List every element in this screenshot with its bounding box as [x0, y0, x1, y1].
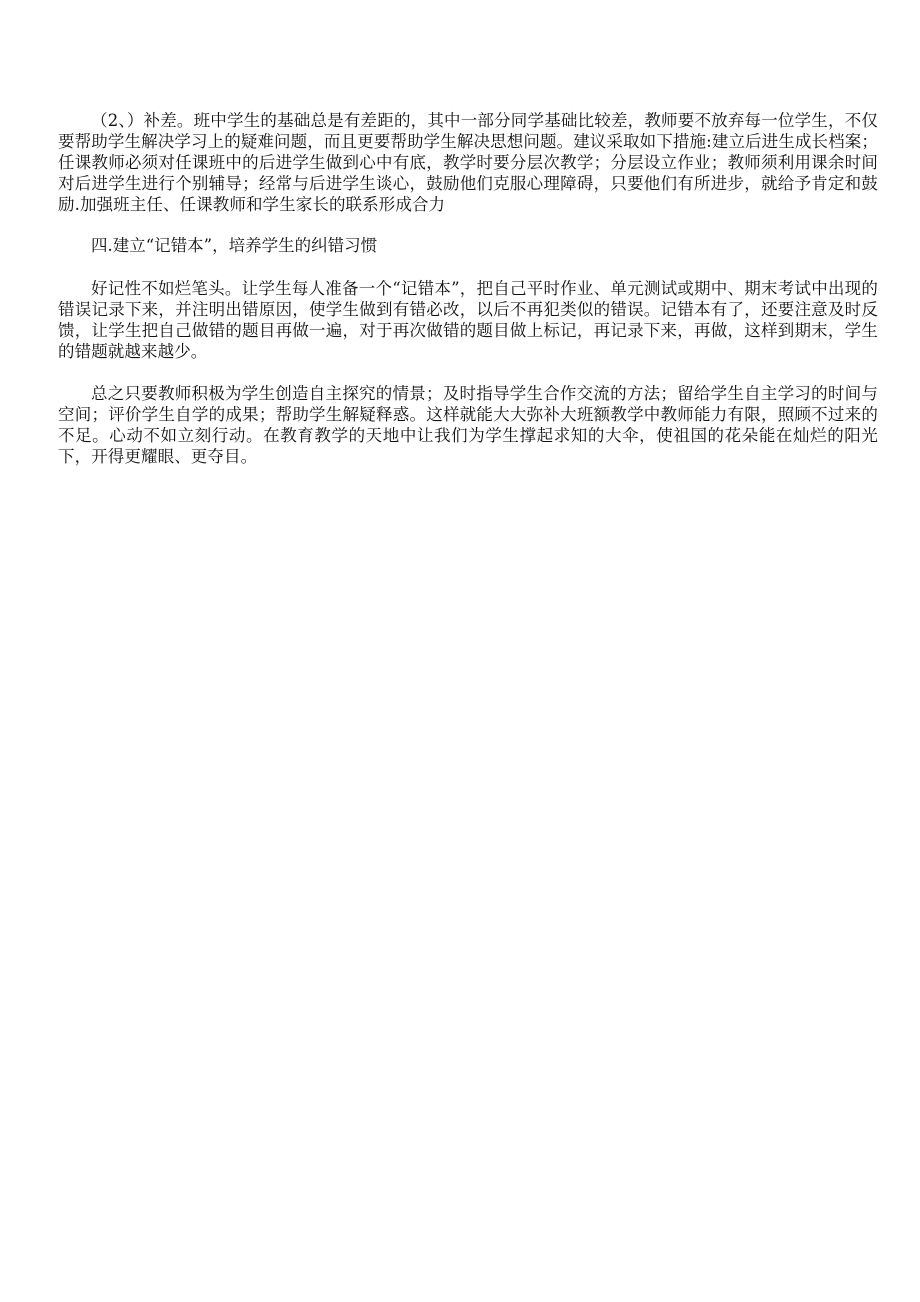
paragraph-remedial: （2、）补差。班中学生的基础总是有差距的，其中一部分同学基础比较差，教师要不放弃每一位学生，不仅要帮助学生解决学习上的疑难问题，而且更要帮助学生解决思想问题。建议采取如下措施:建立后进生成长档案；任课教师必须对任课班中的后进学生做到心中有底，教学时要分层次教学；分层设立作业；教师须利用课余时间对后进学生进行个别辅导；经常与后进学生谈心，鼓励他们克服心理障碍，只要他们有所进步，就给予肯定和鼓励.加强班主任、任课教师和学生家长的联系形成合力: [58, 111, 878, 214]
document-page: [58, 110, 878, 467]
paragraph-conclusion: 总之只要教师积极为学生创造自主探究的情景；及时指导学生合作交流的方法；留给学生自主学习的时间与空间；评价学生自学的成果；帮助学生解疑释惑。这样就能大大弥补大班额教学中教师能力有限，照顾不过来的不足。心动不如立刻行动。在教育教学的天地中让我们为学生撑起求知的大伞，使祖国的花朵能在灿烂的阳光下，开得更耀眼、更夺目。: [58, 384, 878, 466]
paragraph-error-notebook: 好记性不如烂笔头。让学生每人准备一个“记错本”，把自己平时作业、单元测试或期中、期末考试中出现的错误记录下来，并注明出错原因，使学生做到有错必改，以后不再犯类似的错误。记错本有了，还要注意及时反馈，让学生把自己做错的题目再做一遍，对于再次做错的题目做上标记，再记录下来，再做，这样到期末，学生的错题就越来越少。: [58, 279, 878, 361]
section-heading-error-notebook: 四.建立“记错本”，培养学生的纠错习惯: [91, 236, 378, 255]
